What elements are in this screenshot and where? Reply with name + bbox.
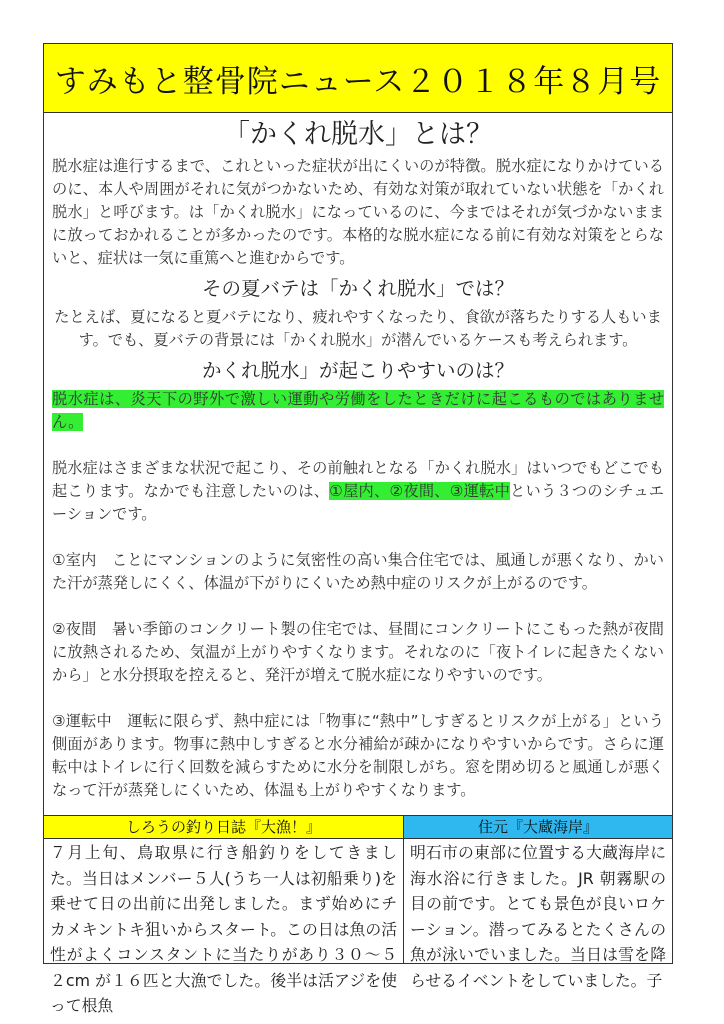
section-heading-risk: かくれ脱水」が起こりやすいのは？ [201, 359, 514, 382]
situations-paragraph [52, 457, 664, 526]
situation-item-indoor: ①室内 ことにマンションのように気密性の高い集合住宅では、風通しが悪くなり、かいた汗が蒸発しにくく、体温が下がりにくいため熱中症のリスクが上がるのです。 [52, 551, 664, 592]
article-intro: 脱水症は進行するまで、これといった症状が出にくいのが特徴。脱水症になりかけているのに、本人や周囲がそれに気がつかないため、有効な対策が取れていない状態を「かくれ脱水」と呼びます。は「かくれ脱水」になっているのに、今まではそれが気づかないままに放っておかれることが多かったのです。本格的な脱水症になる前に有効な対策をとらないと、症状は一気に重篤へと進むからです。 [52, 157, 664, 267]
situations-text-before: 脱水症はさまざまな状況で起こり、その前触れとなる「かくれ脱水」はいつでもどこでも起こります。なかでも注意したいのは、 [52, 459, 664, 500]
column-fishing-diary [44, 816, 404, 1015]
situation-item-driving: ③運転中 運転に限らず、熱中症には「物事に“熱中”しすぎるとリスクが上がる」という側面があります。物事に熱中しすぎると水分補給が疎かになりやすいからです。さらに運転中はトイレに行く回数を減らすために水分を制限しがち。窓を閉め切ると風通しが悪くなって汗が蒸発しにくいため、体温も上がりやすくなります。 [52, 712, 664, 799]
highlight-warning [52, 388, 664, 434]
main-article [44, 115, 672, 817]
newsletter-page [43, 43, 673, 1015]
newsletter-title: すみもと整骨院ニュース２０１８年８月号 [54, 63, 662, 100]
column-heading-beach: 住元『大蔵海岸』 [404, 816, 672, 839]
section-heading-natsubate: その夏バテは「かくれ脱水」では？ [201, 277, 514, 300]
situations-highlight: ①屋内、②夜間、③運転中 [329, 482, 511, 500]
column-text-beach: 明石市の東部に位置する大蔵海岸に海水浴に行きました。JR 朝霧駅の目の前です。とても景色が良いロケーション。潜ってみるとたくさんの魚が泳いでいました。当日は雪を降らせるイベントをしていました。子 [410, 843, 666, 990]
newsletter-header [44, 44, 672, 113]
situation-item-night: ②夜間 暑い季節のコンクリート製の住宅では、昼間にコンクリートにこもった熱が夜間に放熱されるため、気温が上がりやすくなります。それなのに「夜トイレに起きたくないから」と水分摂取を控えると、発汗が増えて脱水症になりやすいのです。 [52, 620, 664, 684]
highlight-warning-text: 脱水症は、炎天下の野外で激しい運動や労働をしたときだけに起こるものではありません。 [52, 390, 664, 431]
column-okura-beach [404, 816, 672, 990]
section-text-natsubate: たとえば、夏になると夏バテになり、疲れやすくなったり、食欲が落ちたりする人もいます。でも、夏バテの背景には「かくれ脱水」が潜んでいるケースも考えられます。 [54, 308, 662, 349]
column-text-fishing: ７月上旬、鳥取県に行き船釣りをしてきました。当日はメンバー５人(うち一人は初船乗り)を乗せて日の出前に出発しました。まず始めにチカメキントキ狙いからスタート。この日は魚の活性がよくコンスタントに当たりがあり３０～５２cm が１６匹と大漁でした。後半は活アジを使って根魚 [50, 843, 397, 1015]
column-heading-fishing: しろうの釣り日誌『大漁！』 [44, 816, 403, 839]
bottom-columns [44, 815, 672, 1015]
situations-text-after: という３つのシチュエーションです。 [52, 482, 664, 523]
article-title: 「かくれ脱水」とは？ [223, 119, 493, 150]
